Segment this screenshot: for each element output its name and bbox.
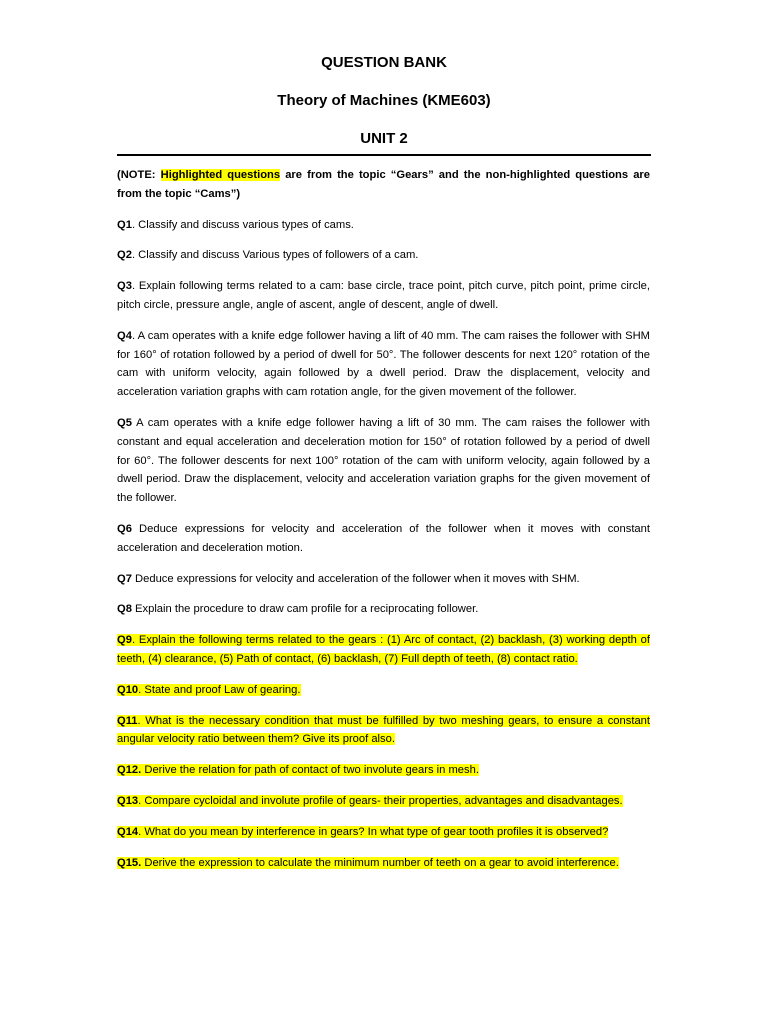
question-text: A cam operates with a knife edge follower having a lift of 40 mm. The cam raises the follower with SHM for 160° of rotation followed by a period of dwell for 50°. The follower descents for next 120° rotation of the cam with uniform velocity, again followed by a dwell period. Draw the displacement, velocity and acceleration variation graphs with cam rotation angle, for the given movement of the follower. xyxy=(117,329,650,399)
question-separator: . xyxy=(138,683,145,696)
question-text: Deduce expressions for velocity and acceleration of the follower when it moves with constant acceleration and deceleration motion. xyxy=(117,522,650,554)
question-number: Q2 xyxy=(117,249,132,262)
question-text: Classify and discuss various types of cams. xyxy=(138,218,354,231)
question-number: Q3 xyxy=(117,280,132,293)
question-separator: . xyxy=(131,280,139,293)
question-text: Derive the expression to calculate the minimum number of teeth on a gear to avoid interference. xyxy=(144,856,619,869)
question-number: Q1 xyxy=(117,218,132,231)
question-number: Q7 xyxy=(117,572,132,585)
question-item xyxy=(117,854,650,873)
question-item xyxy=(117,823,650,842)
note-prefix: (NOTE: xyxy=(117,169,161,181)
header-divider xyxy=(117,154,651,156)
unit-title: UNIT 2 xyxy=(360,130,408,147)
question-text: Explain the procedure to draw cam profile for a reciprocating follower. xyxy=(135,603,479,616)
question-list xyxy=(117,166,650,884)
question-separator: . xyxy=(138,825,145,838)
question-number: Q12. xyxy=(117,764,142,777)
question-item xyxy=(117,216,650,235)
question-item xyxy=(117,246,650,265)
question-number: Q15. xyxy=(117,856,142,869)
question-number: Q10 xyxy=(117,683,139,696)
document-title: QUESTION BANK xyxy=(321,54,447,71)
question-item xyxy=(117,712,650,750)
question-number: Q6 xyxy=(117,522,132,535)
question-text: Explain the following terms related to the gears : (1) Arc of contact, (2) backlash, (3) working depth of teeth, (4) clearance, (5) Path of contact, (6) backlash, (7) Full depth of teeth, (8) contact ratio. xyxy=(117,634,650,665)
question-separator: . xyxy=(131,329,138,342)
question-number: Q11 xyxy=(117,714,138,727)
question-text: State and proof Law of gearing. xyxy=(144,683,301,696)
question-text: What do you mean by interference in gears? In what type of gear tooth profiles it is observed? xyxy=(144,825,609,838)
question-item xyxy=(117,792,650,811)
question-separator xyxy=(132,523,139,535)
question-item xyxy=(117,570,650,589)
question-text: Deduce expressions for velocity and acceleration of the follower when it moves with SHM. xyxy=(135,572,580,585)
question-text: Explain following terms related to a cam: base circle, trace point, pitch curve, pitch point, prime circle, pitch circle, pressure angle, angle of ascent, angle of descent, angle of dwell. xyxy=(117,280,650,311)
question-item xyxy=(117,277,650,315)
question-number: Q4 xyxy=(117,329,132,342)
subject-title: Theory of Machines (KME603) xyxy=(277,92,491,109)
question-item xyxy=(117,327,650,402)
question-item xyxy=(117,414,650,508)
question-text: A cam operates with a knife edge follower having a lift of 30 mm. The cam raises the follower with constant and equal acceleration and deceleration motion for 150° of rotation followed by a period of dwell for 60°. The follower descents for next 100° rotation of the cam with uniform velocity, again followed by a dwell period. Draw the displacement, velocity and acceleration variation graphs for the given movement of the follower. xyxy=(117,416,650,505)
question-number: Q8 xyxy=(117,603,132,616)
question-number: Q9 xyxy=(117,634,132,647)
question-number: Q13 xyxy=(117,794,139,807)
question-item xyxy=(117,681,650,700)
question-text: Classify and discuss Various types of followers of a cam. xyxy=(138,249,419,262)
question-separator: . xyxy=(131,218,139,231)
note-highlight: Highlighted questions xyxy=(160,169,281,181)
question-item xyxy=(117,600,650,619)
question-text: Compare cycloidal and involute profile of gears- their properties, advantages and disadvantages. xyxy=(144,794,623,807)
question-separator: . xyxy=(138,794,145,807)
question-item xyxy=(117,631,650,669)
question-item xyxy=(117,520,650,558)
question-item xyxy=(117,761,650,780)
question-separator: . xyxy=(137,714,146,727)
question-separator: . xyxy=(131,634,139,647)
topic-note xyxy=(117,166,650,204)
question-separator: . xyxy=(131,249,139,262)
question-text: Derive the relation for path of contact of two involute gears in mesh. xyxy=(144,764,479,777)
note-rest: are from the topic “Gears” and the non-highlighted questions are from the topic “Cams”) xyxy=(117,169,651,200)
question-text: What is the necessary condition that must be fulfilled by two meshing gears, to ensure a constant angular velocity ratio between them? Give its proof also. xyxy=(117,714,651,746)
question-number: Q14 xyxy=(117,825,139,838)
question-number: Q5 xyxy=(117,416,132,429)
